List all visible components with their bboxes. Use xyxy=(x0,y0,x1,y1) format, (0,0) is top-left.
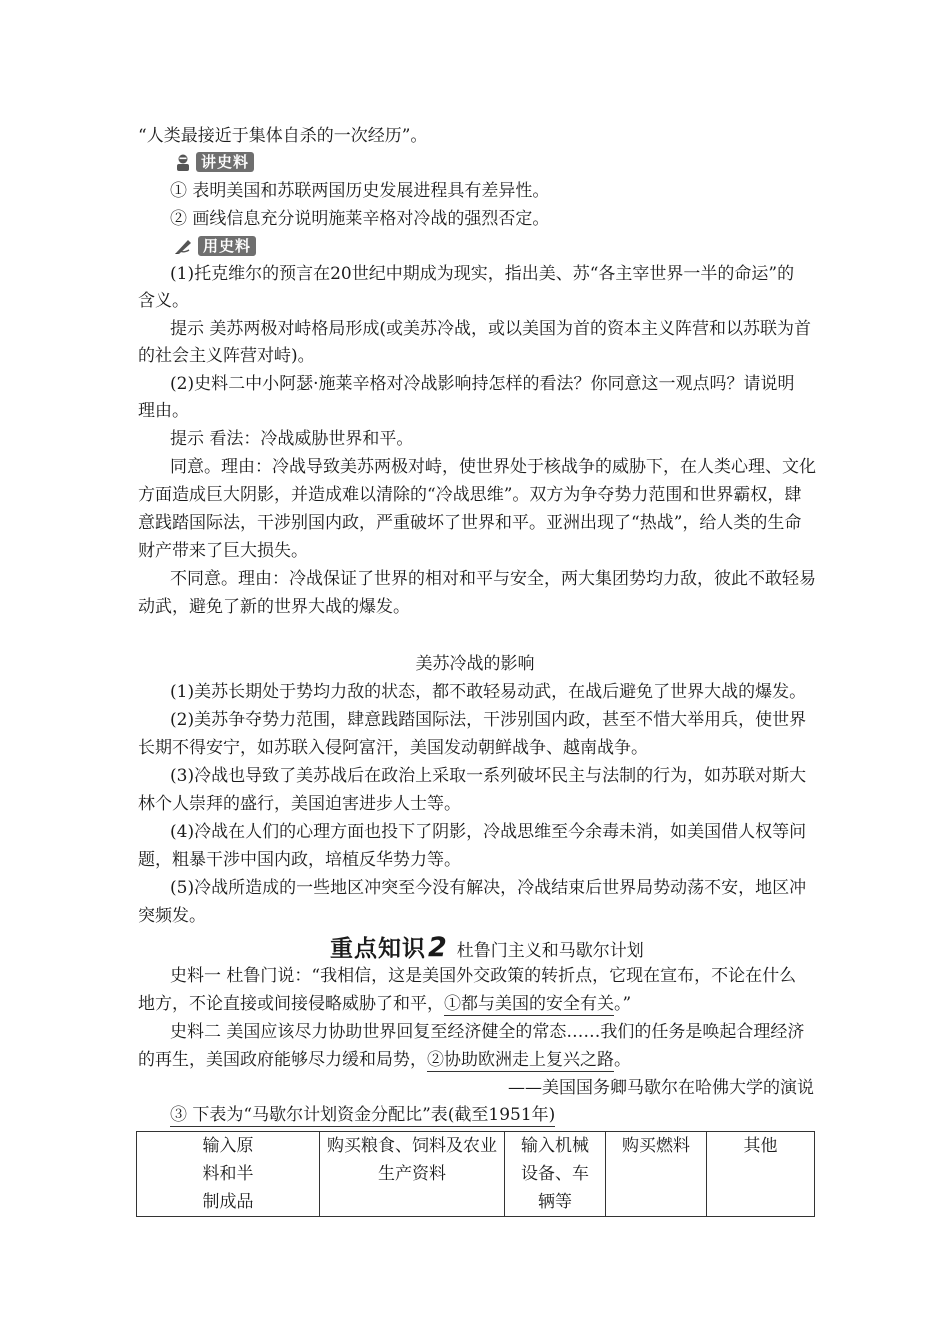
impact-point-1: (1)美苏长期处于势均力敌的状态，都不敢轻易动武，在战后避免了世界大战的爆发。 xyxy=(170,682,807,702)
key-knowledge-number: 2 xyxy=(428,932,447,963)
pen-writing-icon xyxy=(174,237,194,255)
speech-source: ——美国国务卿马歇尔在哈佛大学的演说 xyxy=(508,1078,814,1098)
impact-point-2-line-1: (2)美苏争夺势力范围，肆意践踏国际法，干涉别国内政，甚至不惜大举用兵，使世界 xyxy=(170,710,807,730)
source-2-line-1: 史料二 美国应该尽力协助世界回复至经济健全的常态……我们的任务是唤起合理经济 xyxy=(170,1022,805,1042)
cell-line: 制成品 xyxy=(202,1192,254,1212)
question-1-line-1: (1)托克维尔的预言在20世纪中期成为现实，指出美、苏“各主宰世界一半的命运”的 xyxy=(170,264,795,284)
source-2-underlined: ②协助欧洲走上复兴之路 xyxy=(427,1050,614,1070)
jiang-shiliao-header xyxy=(174,151,254,173)
cell-line: 其他 xyxy=(743,1136,778,1156)
cell-line: 购买燃料 xyxy=(622,1136,690,1156)
agree-line-2: 方面造成巨大阴影，并造成难以清除的“冷战思维”。双方为争夺势力范围和世界霸权，肆 xyxy=(138,485,802,505)
yong-shiliao-header xyxy=(174,235,256,257)
cell-line: 输入原 xyxy=(202,1136,254,1156)
table-cell-raw-materials xyxy=(137,1132,320,1217)
impact-title: 美苏冷战的影响 xyxy=(415,654,535,674)
answer-1-line-1: 提示 美苏两极对峙格局形成(或美苏冷战，或以美国为首的资本主义阵营和以苏联为首 xyxy=(170,319,812,339)
impact-point-4-line-2: 题，粗暴干涉中国内政，培植反华势力等。 xyxy=(138,850,461,870)
agree-line-1: 同意。理由：冷战导致美苏两极对峙，使世界处于核战争的威胁下，在人类心理、文化 xyxy=(170,457,816,477)
key-knowledge-subtitle: 杜鲁门主义和马歇尔计划 xyxy=(456,941,644,961)
impact-point-3-line-2: 林个人崇拜的盛行，美国迫害进步人士等。 xyxy=(138,794,461,814)
cell-line: 生产资料 xyxy=(378,1164,446,1184)
table-caption xyxy=(170,1104,555,1126)
answer-2-line: 提示 看法：冷战威胁世界和平。 xyxy=(170,429,414,449)
source-2-line-2-pre: 的再生，美国政府能够尽力缓和局势， xyxy=(138,1050,427,1070)
source-1-line-2-pre: 地方，不论直接或间接侵略威胁了和平， xyxy=(138,994,444,1014)
quote-tail: “人类最接近于集体自杀的一次经历”。 xyxy=(138,126,428,146)
source-2-line-2 xyxy=(138,1049,631,1071)
key-knowledge-2-heading xyxy=(330,930,644,963)
question-1-line-2: 含义。 xyxy=(138,291,189,311)
jiang-point-2: ② 画线信息充分说明施莱辛格对冷战的强烈否定。 xyxy=(170,209,550,229)
question-2-line-2: 理由。 xyxy=(138,401,189,421)
yong-shiliao-label: 用史料 xyxy=(198,236,256,256)
source-1-line-1: 史料一 杜鲁门说：“我相信，这是美国外交政策的转折点，它现在宣布，不论在什么 xyxy=(170,966,797,986)
table-cell-machinery xyxy=(505,1132,606,1217)
impact-point-3-line-1: (3)冷战也导致了美苏战后在政治上采取一系列破坏民主与法制的行为，如苏联对斯大 xyxy=(170,766,807,786)
jiang-point-1: ① 表明美国和苏联两国历史发展进程具有差异性。 xyxy=(170,181,550,201)
cell-line: 购买粮食、饲料及农业 xyxy=(327,1136,497,1156)
source-1-line-2-post: 。” xyxy=(614,994,632,1014)
table-cell-other xyxy=(707,1132,815,1217)
agree-line-3: 意践踏国际法，干涉别国内政，严重破坏了世界和平。亚洲出现了“热战”，给人类的生命 xyxy=(138,513,802,533)
disagree-line-1: 不同意。理由：冷战保证了世界的相对和平与安全，两大集团势均力敌，彼此不敢轻易 xyxy=(170,569,816,589)
cell-line: 输入机械 xyxy=(521,1136,589,1156)
table-cell-food-feed xyxy=(320,1132,505,1217)
marshall-plan-table xyxy=(136,1131,815,1217)
question-2-line-1: (2)史料二中小阿瑟·施莱辛格对冷战影响持怎样的看法？你同意这一观点吗？请说明 xyxy=(170,374,795,394)
answer-1-line-2: 的社会主义阵营对峙)。 xyxy=(138,346,315,366)
impact-point-5-line-2: 突频发。 xyxy=(138,906,206,926)
source-2-line-2-post: 。 xyxy=(614,1050,631,1070)
disagree-line-2: 动武，避免了新的世界大战的爆发。 xyxy=(138,597,410,617)
cell-line: 设备、车 xyxy=(521,1164,589,1184)
agree-line-4: 财产带来了巨大损失。 xyxy=(138,541,308,561)
impact-point-2-line-2: 长期不得安宁，如苏联入侵阿富汗，美国发动朝鲜战争、越南战争。 xyxy=(138,738,648,758)
cell-line: 辆等 xyxy=(538,1192,572,1212)
teacher-icon xyxy=(174,153,192,171)
source-1-underlined: ①都与美国的安全有关 xyxy=(444,994,614,1014)
table-caption-text: ③ 下表为“马歇尔计划资金分配比”表(截至1951年) xyxy=(170,1105,556,1125)
jiang-shiliao-label: 讲史料 xyxy=(196,152,254,172)
cell-line: 料和半 xyxy=(202,1164,254,1184)
key-knowledge-label: 重点知识 xyxy=(330,936,426,962)
impact-point-4-line-1: (4)冷战在人们的心理方面也投下了阴影，冷战思维至今余毒未消，如美国借人权等问 xyxy=(170,822,807,842)
table-cell-fuel xyxy=(606,1132,707,1217)
table-header-row xyxy=(137,1132,815,1217)
source-1-line-2 xyxy=(138,993,631,1015)
impact-point-5-line-1: (5)冷战所造成的一些地区冲突至今没有解决，冷战结束后世界局势动荡不安，地区冲 xyxy=(170,878,807,898)
